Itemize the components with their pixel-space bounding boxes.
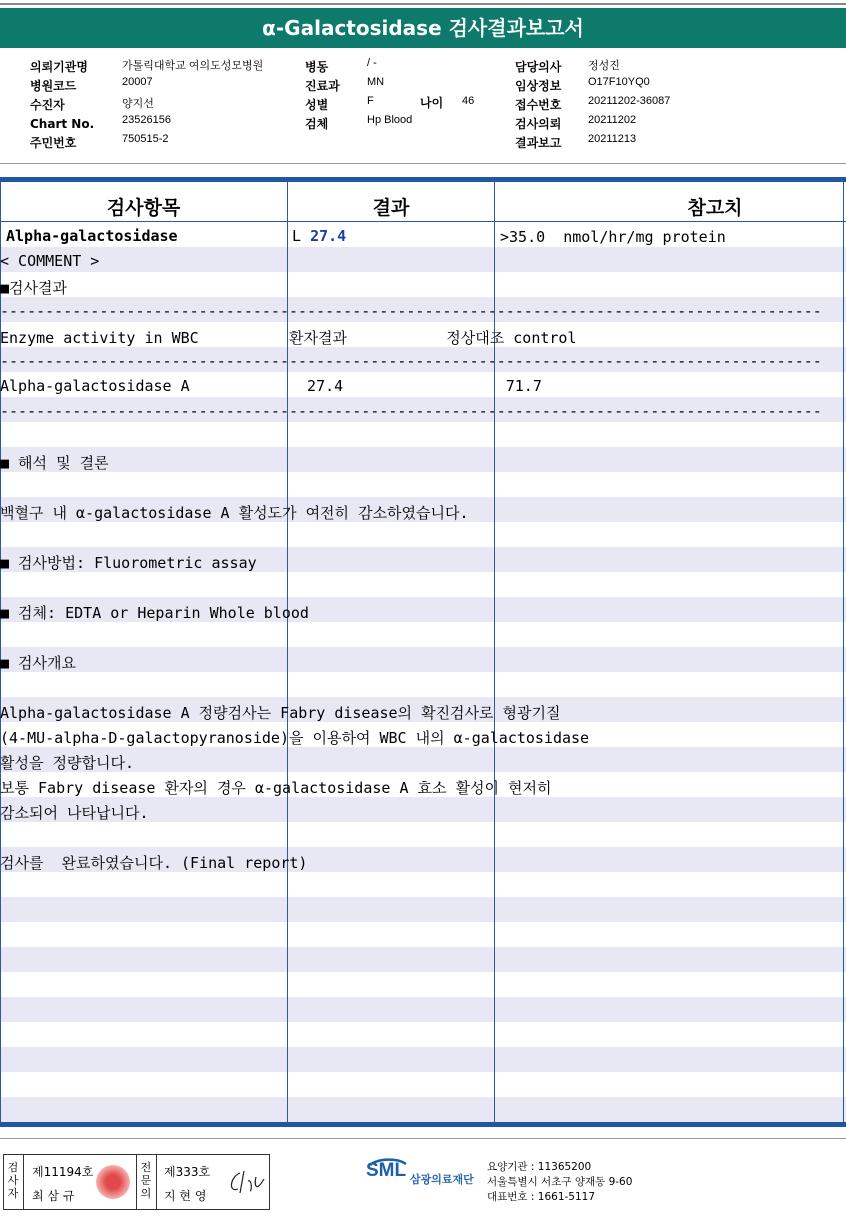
field-label: 진료과 — [305, 79, 340, 93]
header-row — [30, 132, 290, 151]
header-row — [30, 94, 290, 113]
field-value: 23526156 — [122, 114, 171, 126]
org-info-line: 서울특별시 서초구 양재동 9-60 — [487, 1176, 633, 1188]
seal-stamp — [96, 1165, 130, 1199]
header-row — [30, 113, 290, 132]
field-label: 의뢰기관명 — [30, 60, 88, 74]
field-value: 양지선 — [122, 98, 154, 110]
header-row — [305, 56, 495, 75]
field-value: 20211213 — [588, 133, 637, 145]
field-label: 병원코드 — [30, 79, 77, 93]
comment-line: Alpha-galactosidase A 정량검사는 Fabry disease의 확진검사로 형광기질 — [0, 704, 561, 722]
comment-line: 감소되어 나타납니다. — [0, 804, 149, 822]
header-row — [515, 56, 715, 75]
row-band — [0, 997, 846, 1022]
comment-line: ■ 해석 및 결론 — [0, 454, 109, 472]
header-col3 — [515, 56, 715, 151]
header-row — [515, 94, 715, 113]
comment-line: ------------------------------------------------------------------------------------------- — [0, 352, 822, 370]
field-value: 20007 — [122, 76, 153, 88]
sig1-name: 최 삼 규 — [32, 1189, 75, 1203]
comment-line: (4-MU-alpha-D-galactopyranoside)을 이용하여 WBC 내의 α-galactosidase — [0, 729, 590, 747]
field-label: 검체 — [305, 117, 329, 131]
test-name: Alpha-galactosidase — [6, 227, 178, 245]
sig2-name: 지 현 영 — [164, 1189, 207, 1203]
report-title: α-Galactosidase 검사결과보고서 — [0, 8, 846, 48]
sig1-license: 제11194호 — [32, 1165, 94, 1179]
comment-line: ------------------------------------------------------------------------------------------- — [0, 402, 822, 420]
header-row — [305, 113, 495, 132]
comment-line: 백혈구 내 α-galactosidase A 활성도가 여전히 감소하였습니다. — [0, 504, 469, 522]
sig2-label: 전문의 — [140, 1161, 152, 1200]
sig2-label-cell — [137, 1155, 157, 1209]
reference-range: >35.0 nmol/hr/mg protein — [500, 228, 726, 246]
field-label: 병동 — [305, 60, 329, 74]
comment-line: Alpha-galactosidase A 27.4 71.7 — [0, 377, 542, 395]
sig2-license: 제333호 — [164, 1165, 211, 1179]
signature-box — [3, 1154, 270, 1210]
table-top-rule — [0, 177, 846, 182]
header-row — [515, 132, 715, 151]
comment-line: 검사를 완료하였습니다. (Final report) — [0, 854, 308, 872]
sig1-label: 검사자 — [7, 1161, 19, 1200]
header-row — [305, 94, 495, 113]
table-bottom-rule — [0, 1122, 846, 1127]
row-band — [0, 897, 846, 922]
result-flag: L — [292, 227, 302, 245]
field-value: 750515-2 — [122, 133, 169, 145]
sig1-label-cell — [4, 1155, 24, 1209]
comment-line: < COMMENT > — [0, 252, 100, 270]
row-band — [0, 947, 846, 972]
header-row — [305, 75, 495, 94]
comment-line: ------------------------------------------------------------------------------------------- — [0, 302, 822, 320]
field-value: 가톨릭대학교 여의도성모병원 — [122, 60, 264, 72]
column-header-test: 검사항목 — [106, 197, 181, 219]
comment-line: ■ 검사개요 — [0, 654, 77, 672]
age-value: 46 — [462, 95, 475, 107]
comment-line: 보통 Fabry disease 환자의 경우 α-galactosidase A 효소 활성이 현저히 — [0, 779, 552, 797]
field-value: MN — [367, 76, 385, 88]
result-value: 27.4 — [310, 227, 347, 245]
top-rule — [0, 3, 846, 5]
comment-line: ■검사결과 — [0, 279, 67, 297]
logo-arc-icon — [368, 1158, 408, 1166]
signature-scribble — [226, 1167, 266, 1199]
field-value: / - — [367, 57, 377, 69]
field-label: 결과보고 — [515, 136, 562, 150]
comment-line: 활성을 정량합니다. — [0, 754, 134, 772]
org-info-line: 대표번호 : 1661-5117 — [487, 1191, 596, 1203]
comment-line: Enzyme activity in WBC 환자결과 정상대조 control — [0, 329, 577, 347]
header-row — [515, 75, 715, 94]
field-value: 정성진 — [588, 60, 620, 72]
result-cell — [292, 227, 346, 245]
column-header-reference: 참고치 — [687, 197, 743, 219]
field-label: 성별 — [305, 98, 329, 112]
field-label: 접수번호 — [515, 98, 562, 112]
header-row — [30, 56, 290, 75]
header-col1 — [30, 56, 290, 151]
field-value: Hp Blood — [367, 114, 413, 126]
row-band — [0, 1097, 846, 1122]
comment-line: ■ 검사방법: Fluorometric assay — [0, 554, 257, 572]
logo-text: SML — [366, 1160, 407, 1181]
field-label: 담당의사 — [515, 60, 562, 74]
org-info — [487, 1160, 632, 1205]
header-row — [515, 113, 715, 132]
field-value: O17F10YQ0 — [588, 76, 650, 88]
column-header-result: 결과 — [372, 197, 410, 219]
age-label: 나이 — [420, 96, 444, 110]
field-label: 주민번호 — [30, 136, 77, 150]
org-name: 삼광의료재단 — [410, 1173, 474, 1186]
header-row — [30, 75, 290, 94]
header-divider — [0, 163, 846, 164]
comment-line: ■ 검체: EDTA or Heparin Whole blood — [0, 604, 309, 622]
field-label: 수진자 — [30, 98, 65, 112]
field-label: Chart No. — [30, 117, 95, 131]
table-header-divider — [0, 221, 846, 222]
field-label: 임상정보 — [515, 79, 562, 93]
header-col2 — [305, 56, 495, 132]
field-value: 20211202-36087 — [588, 95, 671, 107]
row-band — [0, 1047, 846, 1072]
org-info-line: 요양기관 : 11365200 — [487, 1161, 592, 1173]
field-label: 검사의뢰 — [515, 117, 562, 131]
field-value: F — [367, 95, 374, 107]
field-value: 20211202 — [588, 114, 637, 126]
footer-divider — [0, 1138, 846, 1139]
